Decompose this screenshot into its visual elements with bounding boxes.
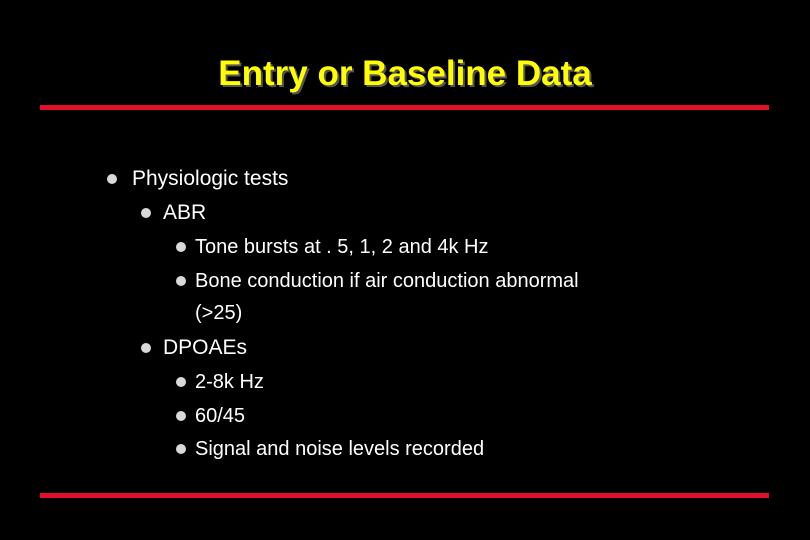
bullet-icon xyxy=(176,276,186,286)
bullet-icon xyxy=(176,377,186,387)
bullet-frequency-range: 2-8k Hz xyxy=(195,371,264,393)
bullet-signal-noise: Signal and noise levels recorded xyxy=(195,438,485,460)
bullet-dpoaes: DPOAEs xyxy=(163,336,248,359)
bullet-levels: 60/45 xyxy=(195,405,246,427)
bullet-tone-bursts: Tone bursts at . 5, 1, 2 and 4k Hz xyxy=(195,236,489,258)
slide-title: Entry or Baseline Data xyxy=(218,54,592,93)
bottom-divider xyxy=(40,493,769,498)
top-divider xyxy=(40,105,769,110)
bullet-icon xyxy=(176,411,186,421)
bullet-icon xyxy=(176,444,186,454)
bullet-icon xyxy=(107,174,117,184)
bullet-abr: ABR xyxy=(163,201,207,224)
bullet-physiologic-tests: Physiologic tests xyxy=(132,167,289,190)
bullet-icon xyxy=(141,208,151,218)
bullet-icon xyxy=(141,343,151,353)
bullet-bone-conduction-continuation: (>25) xyxy=(195,302,243,324)
bullet-icon xyxy=(176,242,186,252)
bullet-bone-conduction: Bone conduction if air conduction abnormal xyxy=(195,270,579,292)
